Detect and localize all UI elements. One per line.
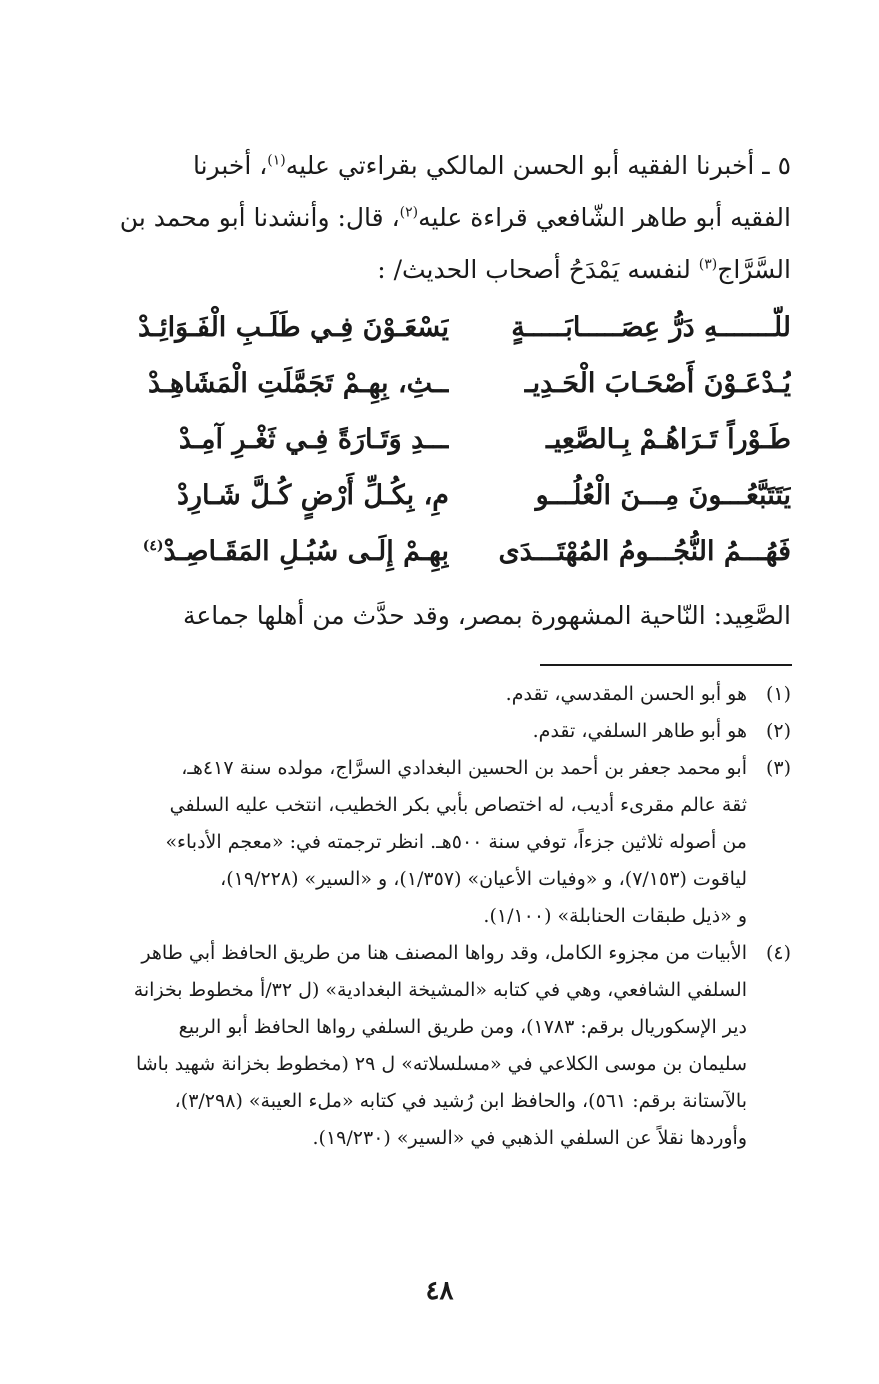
footnote	[89, 713, 791, 750]
footnotes	[89, 676, 791, 1157]
footnote-text: الأبيات من مجزوء الكامل، وقد رواها المصنف هنا من طريق الحافظ أبي طاهر السلفي الشافعي، وهي في كتابه «المشيخة البغدادية» (ل ٣٢/أ مخطوط بخزانة دير الإسكوريال برقم: ١٧٨٣)، ومن طريق السلفي رواها الحافظ أبو الربيع سليمان بن موسى الكلاعي في «مسلسلاته» ل ٢٩ (مخطوط بخزانة شهيد باشا بالآستانة برقم: ٥٦١)، والحافظ ابن رُشيد في كتابه «ملء العيبة» (٣/٢٩٨)، وأوردها نقلاً عن السلفي الذهبي في «السير» (١٩/٢٣٠).	[133, 942, 747, 1149]
verse-second-hemistich: ـــدِ وَتَـارَةً فِـي ثَغْـرِ آمِـدْ	[178, 424, 449, 455]
footnote-number: (٤)	[765, 942, 791, 964]
footnote-ref[interactable]: (٤)	[142, 538, 164, 554]
paragraph-line: السَّرَّاج$^{(٣)}$ لنفسه يَمْدَحُ أصحاب الحديث/ :	[377, 255, 791, 284]
poem-verse	[89, 356, 791, 412]
main-paragraph	[89, 140, 791, 296]
footnote-number: (٢)	[765, 720, 791, 742]
page-number: ٤٨	[425, 1276, 454, 1306]
footnote-ref[interactable]: (٢)	[399, 204, 419, 221]
poem-verse	[89, 524, 791, 580]
footnote	[89, 935, 791, 1157]
footnote-text: أبو محمد جعفر بن أحمد بن الحسين البغدادي السرَّاج، مولده سنة ٤١٧هـ، ثقة عالم مقرىء أديب، له اختصاص بأبي بكر الخطيب، انتخب عليه السلفي من أصوله ثلاثين جزءاً، توفي سنة ٥٠٠هـ. انظر ترجمته في: «معجم الأدباء» لياقوت (٧/١٥٣)، و «وفيات الأعيان» (١/٣٥٧)، و «السير» (١٩/٢٢٨)، و «ذيل طبقات الحنابلة» (١/١٠٠).	[165, 757, 747, 927]
poem-verse	[89, 300, 791, 356]
footnote-text: هو أبو الحسن المقدسي، تقدم.	[505, 683, 747, 705]
footnote-separator	[540, 664, 792, 666]
verse-second-hemistich: يَسْعَـوْنَ فِـي طَلَـبِ الْفَـوَائِـدْ	[137, 312, 449, 343]
footnote	[89, 750, 791, 935]
verse-first-hemistich: فَهُـــمُ النُّجُـــومُ المُهْتَـــدَى	[498, 536, 791, 567]
verse-first-hemistich: يَتَتَبَّعُـــونَ مِـــنَ الْعُلُـــو	[535, 480, 791, 511]
gloss-line: الصَّعِيد: النّاحية المشهورة بمصر، وقد حدَّث من أهلها جماعة	[182, 601, 791, 630]
verse-second-hemistich: مِ، بِكُـلِّ أَرْضٍ كُـلَّ شَـارِدْ	[176, 480, 449, 511]
verse-first-hemistich: للّـــــــهِ دَرُّ عِصَـــــابَـــــةٍ	[511, 312, 791, 343]
poem-verse	[89, 468, 791, 524]
verse-second-hemistich: ــثِ، بِهِـمْ تَجَمَّلَتِ الْمَشَاهِـدْ	[147, 368, 449, 399]
footnote-number: (١)	[765, 683, 791, 705]
paragraph-line: الفقيه أبو طاهر الشّافعي قراءة عليه$^{(٢)}$، قال: وأنشدنا أبو محمد بن	[119, 203, 791, 232]
verse-first-hemistich: طَـوْراً تَـرَاهُـمْ بِـالصَّعِيـ	[545, 424, 791, 455]
footnote-ref[interactable]: (٣)	[698, 256, 718, 273]
verse-second-hemistich: بِهِـمْ إِلَـى سُبُـلِ المَقَـاصِـدْ$^{(٤)}$	[142, 536, 449, 567]
paragraph-line: ٥ ـ أخبرنا الفقيه أبو الحسن المالكي بقراءتي عليه$^{(١)}$، أخبرنا	[192, 151, 791, 180]
footnote	[89, 676, 791, 713]
verse-first-hemistich: يُـدْعَـوْنَ أَصْحَـابَ الْحَـدِيـ	[524, 368, 791, 399]
poem	[89, 300, 791, 580]
poem-verse	[89, 412, 791, 468]
footnote-text: هو أبو طاهر السلفي، تقدم.	[532, 720, 747, 742]
footnote-number: (٣)	[765, 757, 791, 779]
footnote-ref[interactable]: (١)	[267, 152, 286, 169]
